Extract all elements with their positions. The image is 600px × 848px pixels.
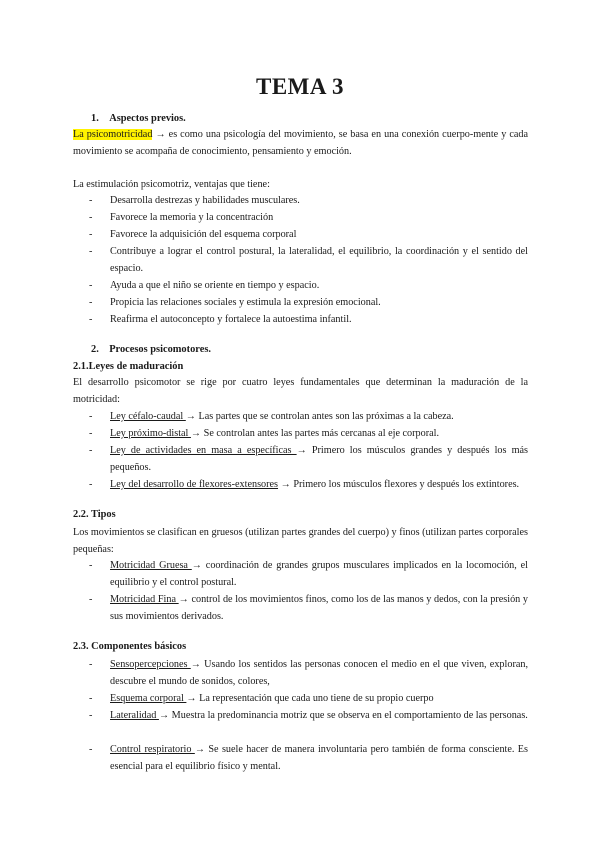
list-item: - Ley céfalo-caudal → Las partes que se controlan antes son las próximas a la cabeza. <box>89 411 454 422</box>
list-item: - Reafirma el autoconcepto y fortalece la autoestima infantil. <box>89 314 352 325</box>
list-item: - Lateralidad → Muestra la predominancia motriz que se observa en el comportamiento de las personas. <box>89 710 528 721</box>
types-intro: Los movimientos se clasifican en gruesos (utilizan partes grandes del cuerpo) y finos (utilizan partes corporales pequeñas: <box>73 527 528 555</box>
list-item: - Ley próximo-distal → Se controlan antes las partes más cercanas al eje corporal. <box>89 428 439 439</box>
page-title: TEMA 3 <box>256 74 344 99</box>
term: Ley del desarrollo de flexores-extensores <box>110 479 279 490</box>
highlighted-term: La psicomotricidad <box>73 129 153 140</box>
list-item: - Desarrolla destrezas y habilidades musculares. <box>89 195 300 206</box>
term: Lateralidad <box>110 710 159 721</box>
advantages-lead: La estimulación psicomotriz, ventajas que tiene: <box>73 179 270 190</box>
list-item: - Contribuye a lograr el control postural, la lateralidad, el equilibrio, la coordinación y el sentido del espacio. <box>89 246 528 274</box>
list-item: - Motricidad Gruesa → coordinación de grandes grupos musculares implicados en la locomoción, el equilibrio y el control postural. <box>89 560 528 588</box>
list-item: - Ley de actividades en masa a específicas → Primero los músculos grandes y después los más pequeños. <box>89 445 528 473</box>
list-item: - Sensopercepciones → Usando los sentidos las personas conocen el medio en el que viven, exploran, descubre el mundo de sonidos, colores, <box>89 659 528 687</box>
list-item: - Control respiratorio → Se suele hacer de manera involuntaria pero también de forma consciente. Es esencial para el equilibrio físico y mental. <box>89 744 528 772</box>
term: Ley céfalo-caudal <box>110 411 186 422</box>
term: Ley próximo-distal <box>110 428 191 439</box>
list-item: - Motricidad Fina → control de los movimientos finos, como los de las manos y dedos, con la presión y sus movimientos derivados. <box>89 594 528 622</box>
subsection-2-1-heading: 2.1.Leyes de maduración <box>73 361 184 372</box>
list-item: - Esquema corporal → La representación que cada uno tiene de su propio cuerpo <box>89 693 434 704</box>
list-item: - Ayuda a que el niño se oriente en tiempo y espacio. <box>89 280 320 291</box>
term: Sensopercepciones <box>110 659 191 670</box>
term: Esquema corporal <box>110 693 187 704</box>
list-item: - Favorece la memoria y la concentración <box>89 212 274 223</box>
section-title: Aspectos previos. <box>109 113 186 124</box>
term: Motricidad Gruesa <box>110 560 192 571</box>
list-item: - Favorece la adquisición del esquema corporal <box>89 229 297 240</box>
intro-text: → es como una psicología del movimiento, se basa en una conexión cuerpo-mente y cada movimiento se acompaña de conocimiento, pensamiento y emoción. <box>73 129 528 157</box>
term: Motricidad Fina <box>110 594 179 605</box>
term: Ley de actividades en masa a específicas <box>110 445 297 456</box>
section-2-heading <box>91 344 211 355</box>
list-item: - Propicia las relaciones sociales y estimula la expresión emocional. <box>89 297 381 308</box>
section-title: Procesos psicomotores. <box>109 344 211 355</box>
list-item: - Ley del desarrollo de flexores-extensores → Primero los músculos flexores y después los extintores. <box>89 479 520 490</box>
subsection-2-3-heading: 2.3. Componentes básicos <box>73 641 187 652</box>
section-1-heading <box>91 113 186 124</box>
subsection-2-2-heading: 2.2. Tipos <box>73 509 116 520</box>
laws-intro: El desarrollo psicomotor se rige por cuatro leyes fundamentales que determinan la maduración de la motricidad: <box>73 377 528 405</box>
section-number: 2. <box>91 344 99 355</box>
term: Control respiratorio <box>110 744 195 755</box>
intro-paragraph <box>73 126 528 160</box>
section-number: 1. <box>91 113 99 124</box>
